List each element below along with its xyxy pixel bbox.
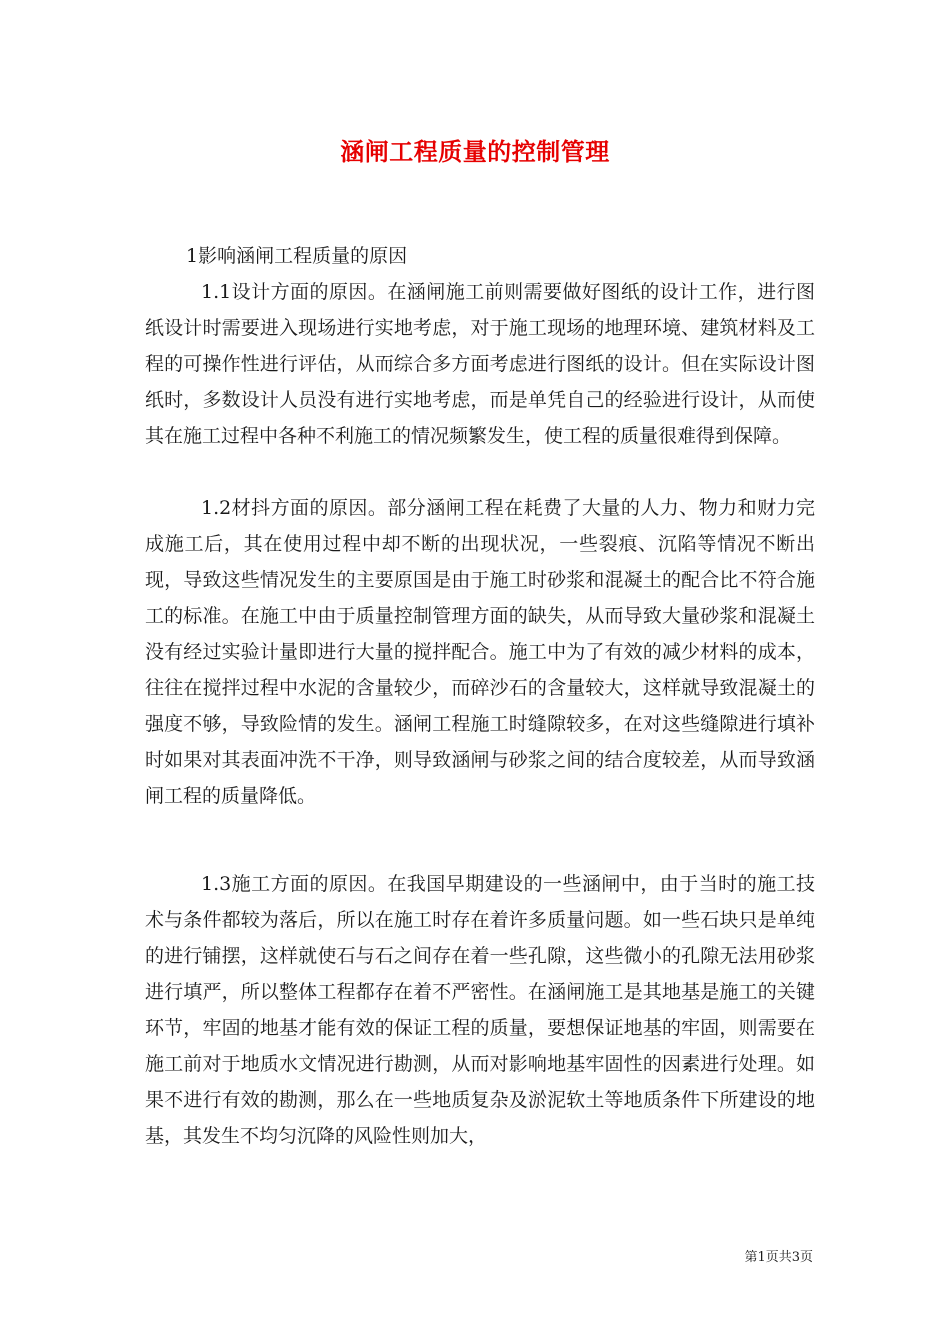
paragraph-1-3: 1.3施工方面的原因。在我国早期建设的一些涵闸中，由于当时的施工技术与条件都较为落后，所以在施工时存在着许多质量问题。如一些石块只是单纯的进行铺摆，这样就使石与石之间存在着一些孔隙，这些微小的孔隙无法用砂浆进行填严，所以整体工程都存在着不严密性。在涵闸施工是其地基是施工的关键环节，牢固的地基才能有效的保证工程的质量，要想保证地基的牢固，则需要在施工前对于地质水文情况进行勘测，从而对影响地基牢固性的因素进行处理。如果不进行有效的勘测，那么在一些地质复杂及淤泥软土等地质条件下所建设的地基，其发生不均匀沉降的风险性则加大，: [145, 873, 815, 1147]
paragraph-1-1: 1.1设计方面的原因。在涵闸施工前则需要做好图纸的设计工作，进行图纸设计时需要进入现场进行实地考虑，对于施工现场的地理环境、建筑材料及工程的可操作性进行评估，从而综合多方面考虑进行图纸的设计。但在实际设计图纸时，多数设计人员没有进行实地考虑，而是单凭自己的经验进行设计，从而使其在施工过程中各种不利施工的情况频繁发生，使工程的质量很难得到保障。: [145, 281, 815, 447]
section-heading: 1影响涵闸工程质量的原因: [186, 245, 408, 267]
page-number-footer: 第1页共3页: [744, 1250, 813, 1265]
document-title: 涵闸工程质量的控制管理: [340, 137, 610, 166]
paragraph-1-2: 1.2材抖方面的原因。部分涵闸工程在耗费了大量的人力、物力和财力完成施工后，其在使用过程中却不断的出现状况，一些裂痕、沉陷等情况不断出现，导致这些情况发生的主要原国是由于施工时砂浆和混凝土的配合比不符合施工的标准。在施工中由于质量控制管理方面的缺失，从而导致大量砂浆和混凝土没有经过实验计量即进行大量的搅拌配合。施工中为了有效的减少材料的成本，往往在搅拌过程中水泥的含量较少，而碎沙石的含量较大，这样就导致混凝土的强度不够，导致险情的发生。涵闸工程施工时缝隙较多，在对这些缝隙进行填补时如果对其表面冲洗不干净，则导致涵闸与砂浆之间的结合度较差，从而导致涵闸工程的质量降低。: [145, 497, 815, 807]
